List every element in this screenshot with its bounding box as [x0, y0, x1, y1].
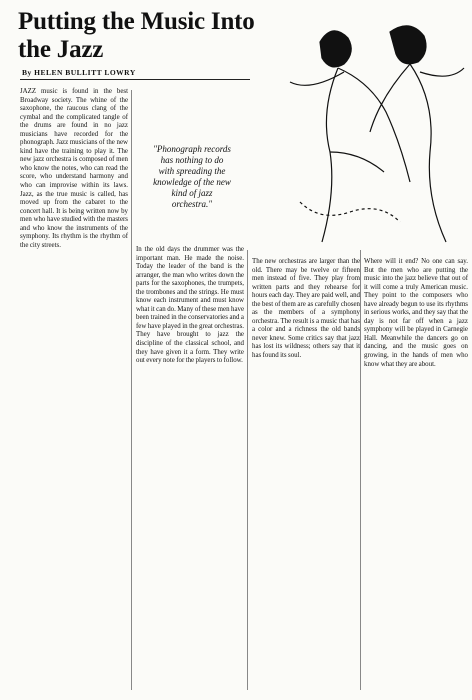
column-divider — [247, 250, 248, 690]
column-2-text: In the old days the drummer was the important man. He made the noise. Today the leader of the band is the arranger, the man who writes down the parts for the saxophones, the trumpets, the trombones and the strings. He must know each instrument and must know what it can do. Many of these men have been trained in the conservatories and a few have played in the great orchestras. They have brought to jazz the discipline of the classical school, and they have given it a form. They write out every note for the players to follow. — [136, 246, 244, 365]
pull-quote: "Phonograph records has nothing to do with spreading the knowledge of the new kind of jazz orchestra." — [153, 144, 231, 209]
column-divider — [360, 250, 361, 690]
column-4 — [364, 258, 468, 369]
column-divider — [131, 90, 132, 690]
column-2 — [136, 246, 244, 366]
dancing-figures-illustration — [260, 2, 470, 252]
article-title: Putting the Music Into the Jazz — [18, 8, 255, 63]
column-3 — [252, 258, 360, 361]
byline: By HELEN BULLITT LOWRY — [22, 68, 136, 77]
title-rule — [20, 79, 250, 80]
column-1 — [20, 88, 128, 250]
column-3-text: The new orchestras are larger than the old. There may be twelve or fifteen men instead of five. They play from written parts and they rehearse for hours each day. They are paid well, and the best of them are as carefully chosen as the members of a symphony orchestra. The result is a music that has a color and a richness the old bands never knew. Some critics say that jazz has lost its wildness; others say that it has found its soul. — [252, 258, 360, 360]
column-4-text: Where will it end? No one can say. But the men who are putting the music into the jazz believe that out of it will come a truly American music. They point to the composers who have already begun to use its rhythms in serious works, and they say that the day is not far off when a jazz symphony will be played in Carnegie Hall. Meanwhile the dancers go on dancing, and the music goes on growing, in the hands of men who know what they are about. — [364, 258, 468, 368]
column-1-text: JAZZ music is found in the best Broadway society. The whine of the saxophone, the raucous clang of the cymbal and the complicated tangle of the drums are found in no jazz musicians have recorded for the phonograph. Jazz musicians of the new kind have the training to play it. The new jazz orchestra is composed of men who know the notes, who can read the score, who understand harmony and who can improvise within its laws. Jazz, as the true music is called, has moved up from the cabaret to the concert hall. It is being written now by men who have studied with the masters and who know the instruments of the symphony. Its rhythm is the rhythm of the city streets. — [20, 88, 128, 249]
